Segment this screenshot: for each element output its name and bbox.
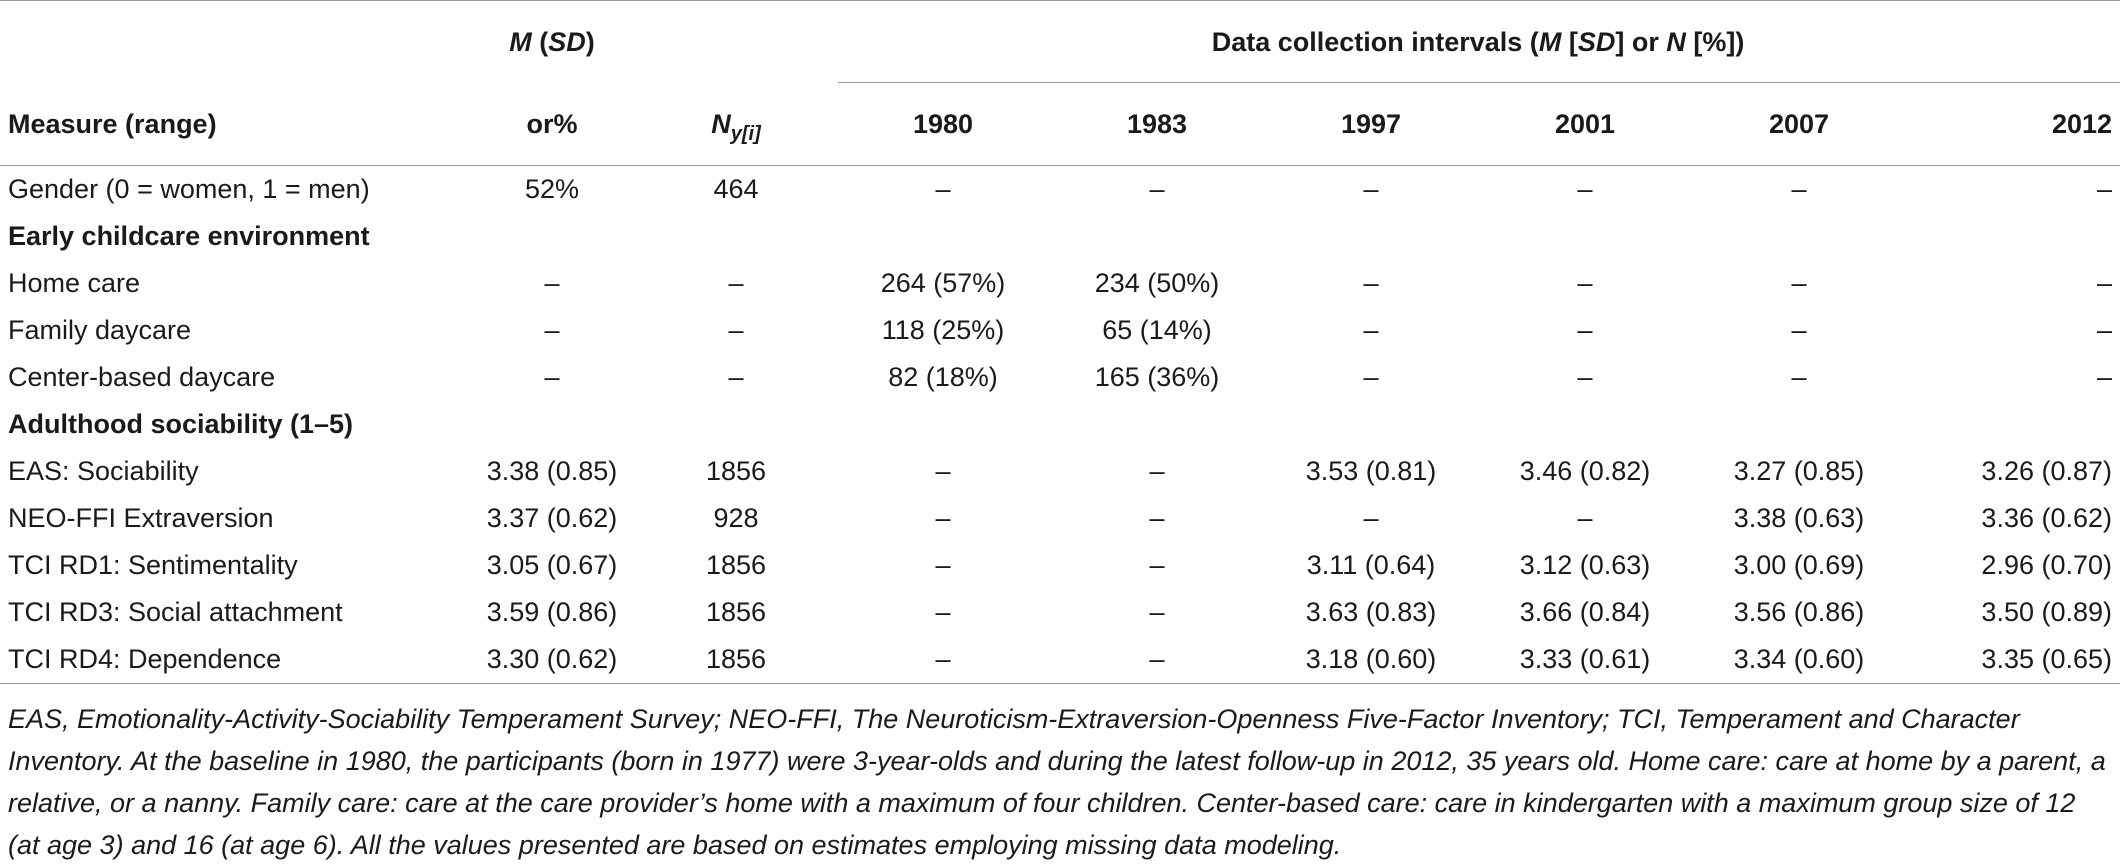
year-value-cell: 3.38 (0.63)	[1733, 503, 1865, 533]
group-underline	[838, 82, 2120, 83]
year-value-cell: 264 (57%)	[880, 268, 1006, 298]
n-cell: 464	[713, 174, 759, 204]
year-value-cell: –	[2096, 315, 2113, 345]
table-row	[0, 636, 2120, 684]
m-cell: –	[544, 315, 560, 345]
year-value-cell: –	[1149, 503, 1165, 533]
table-footnote: EAS, Emotionality-Activity-Sociability Temperament Survey; NEO-FFI, The Neuroticism-Extraversion-Openness Five-Factor Inventory; TCI, Temperament and Character Inventory. At the baseline in 1980, the participants (born in 1977) were 3-year-olds and during the latest follow-up in 2012, 35 years old. Home care: care at home by a parent, a relative, or a nanny. Family care: care at the care provider’s home with a maximum of four children. Center-based care: care in kindergarten with a maximum group size of 12 (at age 3) and 16 (at age 6). All the values presented are based on estimates employing missing data modeling.	[8, 704, 2106, 860]
m-cell: 3.38 (0.85)	[486, 456, 618, 486]
year-value-cell: –	[1363, 174, 1379, 204]
year-value-cell: –	[1791, 174, 1807, 204]
m-cell: –	[544, 268, 560, 298]
year-value-cell: –	[1363, 362, 1379, 392]
year-value-cell: –	[1577, 503, 1593, 533]
year-value-cell: –	[1791, 362, 1807, 392]
measure-cell: TCI RD4: Dependence	[8, 644, 282, 674]
year-value-cell: –	[1363, 315, 1379, 345]
measure-cell: TCI RD3: Social attachment	[8, 597, 343, 627]
table-row	[0, 166, 2120, 214]
measure-cell: TCI RD1: Sentimentality	[8, 550, 298, 580]
m-cell: 52%	[524, 174, 580, 204]
year-value-cell: 3.26 (0.87)	[1981, 456, 2113, 486]
year-value-cell: –	[1149, 597, 1165, 627]
header-year: 2001	[1554, 108, 1616, 139]
year-value-cell: –	[1577, 174, 1593, 204]
header-year: 1997	[1340, 108, 1402, 139]
year-value-cell: 3.63 (0.83)	[1305, 597, 1437, 627]
year-value-cell: –	[935, 174, 951, 204]
year-value-cell: –	[2096, 268, 2113, 298]
year-value-cell: 234 (50%)	[1094, 268, 1220, 298]
table-row	[0, 260, 2120, 307]
year-value-cell: –	[1149, 644, 1165, 674]
measure-cell: NEO-FFI Extraversion	[8, 503, 274, 533]
header-measure: Measure (range)	[8, 108, 217, 139]
year-value-cell: 3.36 (0.62)	[1981, 503, 2113, 533]
m-cell: 3.37 (0.62)	[486, 503, 618, 533]
year-value-cell: 3.56 (0.86)	[1733, 597, 1865, 627]
section-label: Adulthood sociability (1–5)	[8, 409, 354, 439]
n-cell: –	[728, 268, 744, 298]
header-n: $N_{y[i]}$	[711, 108, 761, 145]
section-row	[0, 401, 2120, 448]
table-row	[0, 307, 2120, 354]
m-cell: –	[544, 362, 560, 392]
year-value-cell: 3.27 (0.85)	[1733, 456, 1865, 486]
year-value-cell: 3.00 (0.69)	[1733, 550, 1865, 580]
year-value-cell: –	[1791, 268, 1807, 298]
table-row	[0, 354, 2120, 401]
year-value-cell: –	[1149, 550, 1165, 580]
year-value-cell: –	[1149, 174, 1165, 204]
year-value-cell: –	[1577, 362, 1593, 392]
header-data-collection-intervals: Data collection intervals (M [SD] or N [%])	[1211, 26, 1745, 57]
header-row-bottom	[0, 83, 2120, 166]
year-value-cell: 3.12 (0.63)	[1519, 550, 1651, 580]
year-value-cell: 2.96 (0.70)	[1981, 550, 2113, 580]
m-cell: 3.30 (0.62)	[486, 644, 618, 674]
year-value-cell: 3.46 (0.82)	[1519, 456, 1651, 486]
year-value-cell: –	[1577, 315, 1593, 345]
year-value-cell: –	[935, 644, 951, 674]
year-value-cell: –	[935, 550, 951, 580]
m-cell: 3.59 (0.86)	[486, 597, 618, 627]
header-year: 1980	[912, 108, 974, 139]
year-value-cell: –	[935, 597, 951, 627]
section-row	[0, 213, 2120, 260]
table-row	[0, 495, 2120, 542]
measure-cell: Gender (0 = women, 1 = men)	[8, 174, 370, 204]
n-cell: –	[728, 362, 744, 392]
header-m-sd: M (SD)	[509, 26, 595, 57]
year-value-cell: –	[1791, 315, 1807, 345]
header-year: 2007	[1768, 108, 1830, 139]
year-value-cell: 3.50 (0.89)	[1981, 597, 2113, 627]
year-value-cell: 3.18 (0.60)	[1305, 644, 1437, 674]
table-body	[0, 166, 2120, 684]
year-value-cell: 3.33 (0.61)	[1519, 644, 1651, 674]
year-value-cell: 82 (18%)	[888, 362, 998, 392]
n-cell: 1856	[705, 644, 767, 674]
year-value-cell: –	[1149, 456, 1165, 486]
table-row	[0, 589, 2120, 636]
year-value-cell: 165 (36%)	[1094, 362, 1220, 392]
measure-cell: Home care	[8, 268, 141, 298]
year-value-cell: –	[2096, 362, 2113, 392]
year-value-cell: 3.53 (0.81)	[1305, 456, 1437, 486]
year-value-cell: –	[2096, 174, 2113, 204]
table-row	[0, 448, 2120, 495]
section-label: Early childcare environment	[8, 221, 370, 251]
year-value-cell: –	[1577, 268, 1593, 298]
n-cell: 928	[713, 503, 759, 533]
n-cell: 1856	[705, 597, 767, 627]
header-or-pct: or%	[526, 108, 578, 139]
year-value-cell: –	[935, 456, 951, 486]
year-value-cell: 118 (25%)	[881, 315, 1005, 345]
year-value-cell: 3.35 (0.65)	[1981, 644, 2113, 674]
measure-cell: Center-based daycare	[8, 362, 276, 392]
n-cell: 1856	[705, 456, 767, 486]
measure-cell: Family daycare	[8, 315, 192, 345]
year-value-cell: 65 (14%)	[1102, 315, 1212, 345]
n-cell: 1856	[705, 550, 767, 580]
year-value-cell: 3.66 (0.84)	[1519, 597, 1651, 627]
year-value-cell: 3.34 (0.60)	[1733, 644, 1865, 674]
table-row	[0, 542, 2120, 589]
n-cell: –	[728, 315, 744, 345]
year-value-cell: 3.11 (0.64)	[1306, 550, 1436, 580]
year-value-cell: –	[1363, 268, 1379, 298]
m-cell: 3.05 (0.67)	[486, 550, 618, 580]
header-year: 1983	[1126, 108, 1188, 139]
year-value-cell: –	[1363, 503, 1379, 533]
header-year: 2012	[2051, 108, 2113, 139]
header-row-top	[0, 1, 2120, 84]
year-value-cell: –	[935, 503, 951, 533]
measure-cell: EAS: Sociability	[8, 456, 199, 486]
